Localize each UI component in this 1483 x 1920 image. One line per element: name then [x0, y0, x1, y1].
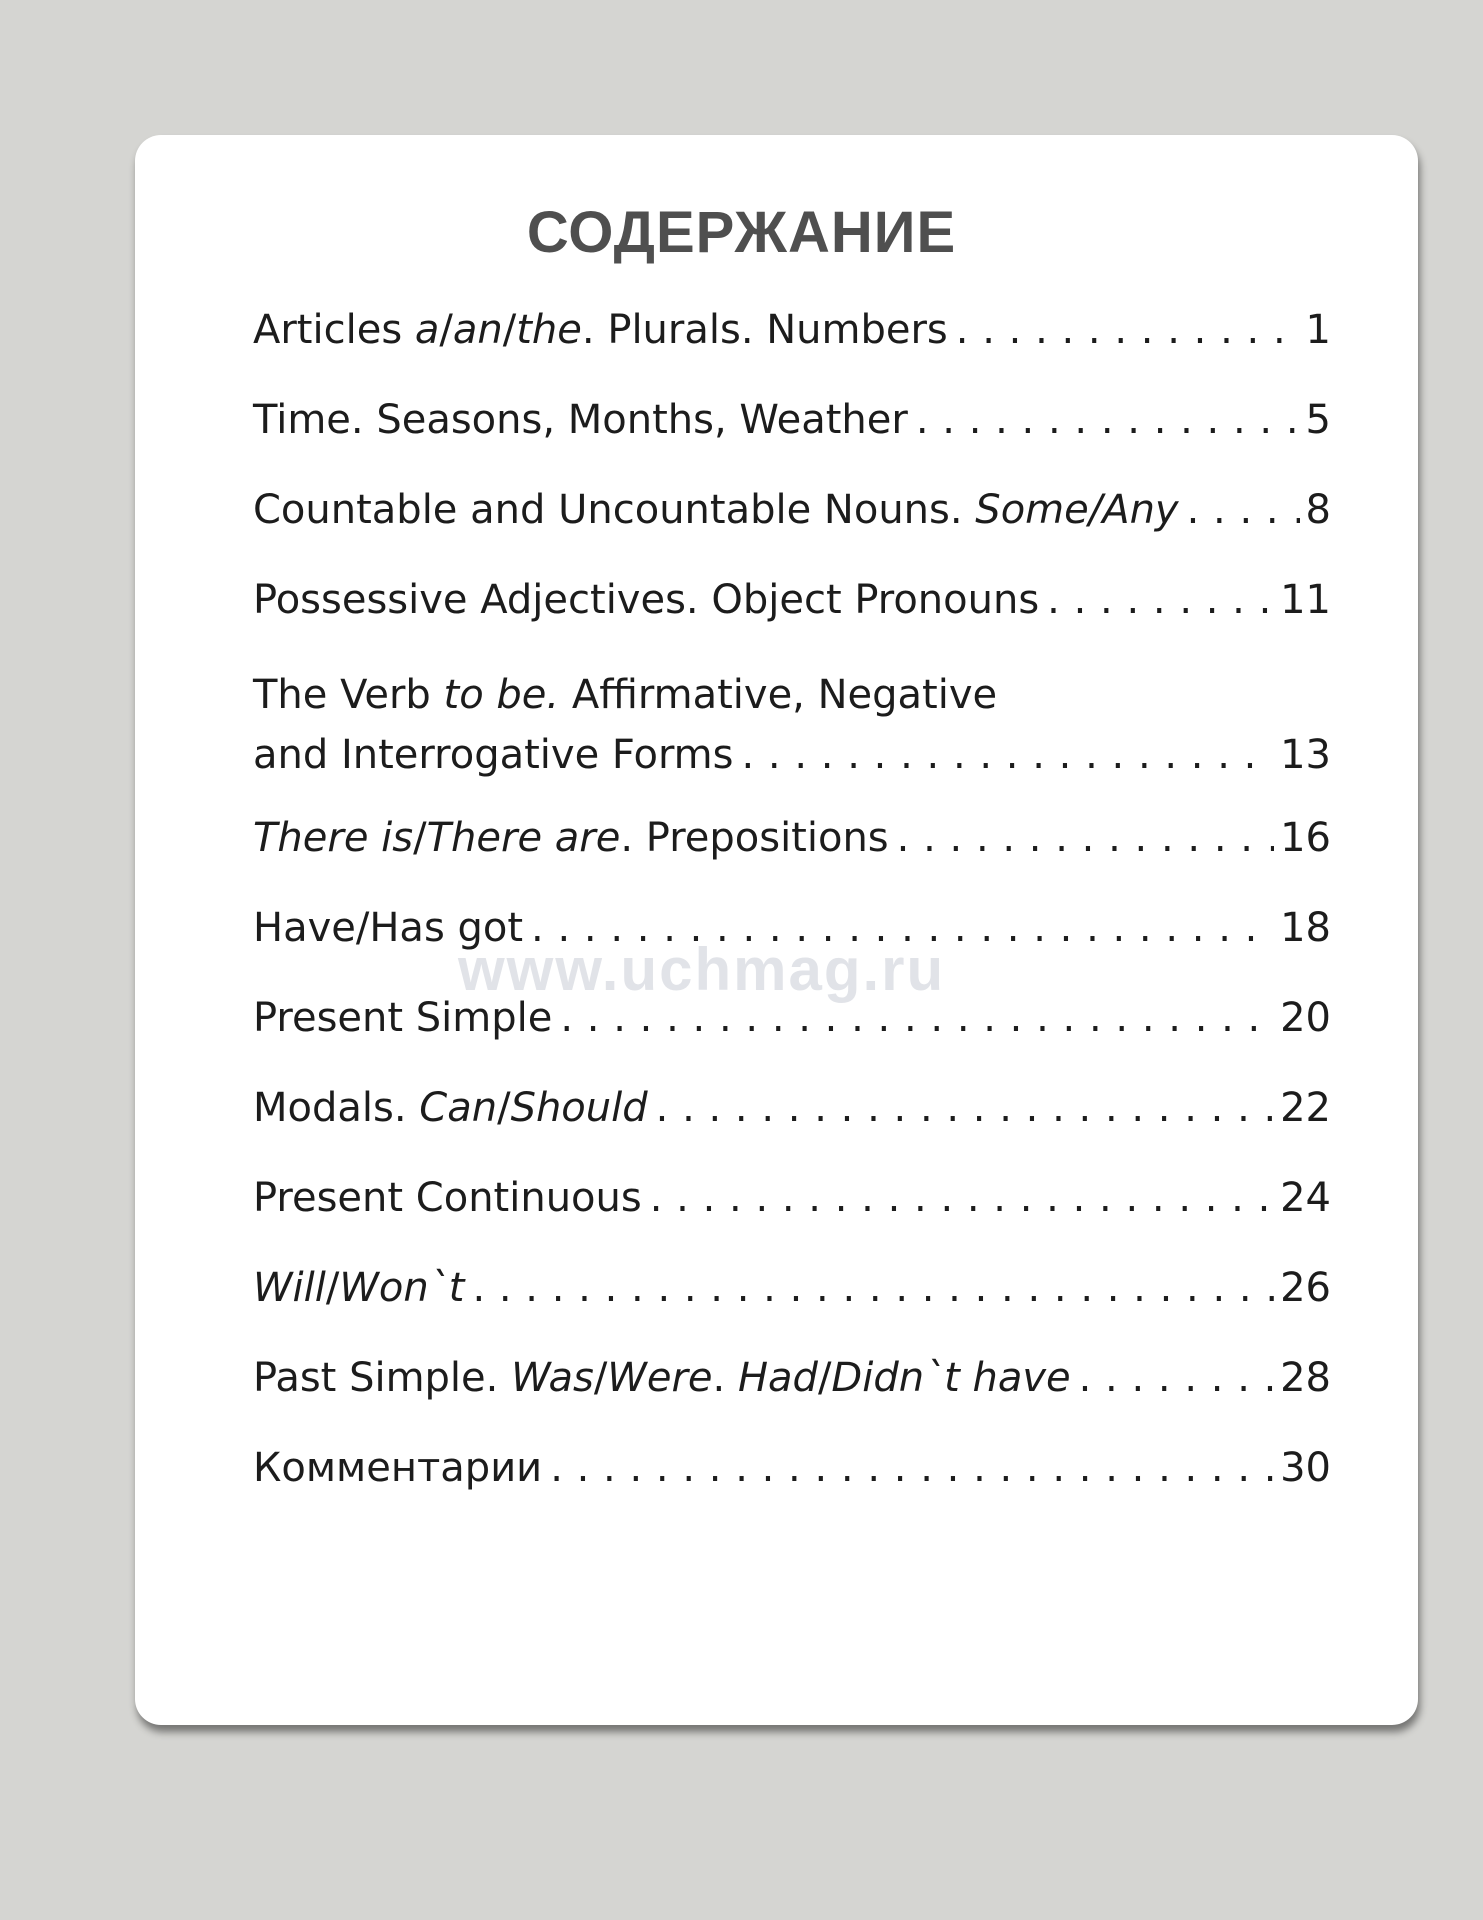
entry-text-part: / — [817, 1355, 832, 1401]
entry-text-part: Present Continuous — [253, 1175, 642, 1221]
watermark: www.uchmag.ru — [458, 936, 946, 1003]
dot-leader — [897, 808, 1274, 868]
toc-entry[interactable] — [253, 390, 1331, 450]
dot-leader — [956, 300, 1300, 360]
entry-text-part: Countable and Uncountable Nouns. — [253, 487, 976, 533]
toc-entry-label — [253, 1438, 542, 1498]
toc-page-number: 20 — [1280, 995, 1331, 1041]
entry-text-part: / — [413, 815, 427, 861]
dot-leader — [1079, 1348, 1274, 1408]
toc-entry-row — [253, 480, 1331, 540]
entry-text-part: Have/Has got — [253, 905, 524, 951]
entry-text-part: Had — [737, 1355, 818, 1401]
entry-text-part: / — [325, 1265, 340, 1311]
toc-entry-row — [253, 570, 1331, 630]
entry-text-part: Were — [607, 1355, 713, 1401]
toc-entry[interactable] — [253, 1078, 1331, 1138]
entry-text-part: the — [516, 307, 582, 353]
toc-entry-row — [253, 300, 1331, 360]
toc-page-number: 1 — [1305, 307, 1331, 353]
toc-entry-label — [253, 300, 948, 360]
toc-entry-label — [253, 898, 523, 958]
toc-entry-row — [253, 898, 1331, 958]
toc-entry-label — [253, 480, 1179, 540]
toc-entry[interactable] — [253, 808, 1331, 868]
toc-entry-label — [253, 570, 1039, 630]
dot-leader — [550, 1438, 1274, 1498]
entry-text-part: / — [439, 307, 453, 353]
toc-page-number: 24 — [1280, 1175, 1331, 1221]
toc-page-number: 11 — [1280, 577, 1331, 623]
toc-entry[interactable] — [253, 1348, 1331, 1408]
entry-text-part: Modals. — [253, 1085, 420, 1131]
toc-page-number: 16 — [1280, 815, 1331, 861]
entry-text-part: Can — [419, 1085, 498, 1131]
entry-text-part: Was — [511, 1355, 594, 1401]
dot-leader — [650, 1168, 1274, 1228]
entry-text-part: . — [712, 1355, 738, 1401]
toc-entry[interactable] — [253, 1168, 1331, 1228]
dot-leader — [1187, 480, 1300, 540]
entry-text-part: Will — [253, 1265, 326, 1311]
dot-leader — [916, 390, 1300, 450]
toc-entry-label — [253, 1078, 648, 1138]
entry-text-part: . Plurals. Numbers — [581, 307, 948, 353]
toc-entry-row — [253, 1348, 1331, 1408]
entry-text-part: There are — [426, 815, 621, 861]
dot-leader — [742, 725, 1275, 785]
dot-leader — [472, 1258, 1274, 1318]
entry-text-part: Didn`t have — [831, 1355, 1071, 1401]
toc-entry-row — [253, 1258, 1331, 1318]
dot-leader — [1047, 570, 1274, 630]
toc-entry[interactable] — [253, 1438, 1331, 1498]
entry-text-part: Past Simple. — [253, 1355, 512, 1401]
toc-page-number: 5 — [1305, 397, 1331, 443]
entry-text-part: Affirmative, Negative — [559, 672, 998, 718]
toc-page-number: 28 — [1280, 1355, 1331, 1401]
toc-entry-label — [253, 1258, 464, 1318]
toc-entry[interactable] — [253, 665, 1331, 785]
dot-leader — [656, 1078, 1274, 1138]
toc-page-number: 13 — [1280, 732, 1331, 778]
toc-entry-row — [253, 808, 1331, 868]
toc-entry-row — [253, 1078, 1331, 1138]
entry-text-part: Present Simple — [253, 995, 553, 1041]
toc-entry-row — [253, 1168, 1331, 1228]
toc-page-number: 22 — [1280, 1085, 1331, 1131]
dot-leader — [560, 988, 1274, 1048]
entry-text-part: / — [502, 307, 517, 353]
page-title: СОДЕРЖАНИЕ — [526, 200, 957, 265]
toc-page-number: 30 — [1280, 1445, 1331, 1491]
toc-entry-row — [253, 725, 1331, 785]
entry-text-part: Won`t — [339, 1265, 465, 1311]
entry-text-part: / — [497, 1085, 511, 1131]
entry-text-part: Комментарии — [253, 1445, 543, 1491]
toc-entry-row — [253, 988, 1331, 1048]
toc-entry-label — [253, 808, 889, 868]
toc-entry[interactable] — [253, 988, 1331, 1048]
entry-text-part: Time. Seasons, Months, Weather — [253, 397, 908, 443]
toc-entry[interactable] — [253, 480, 1331, 540]
toc-entry-row — [253, 390, 1331, 450]
toc-entry[interactable] — [253, 300, 1331, 360]
entry-text-part: an — [452, 307, 503, 353]
toc-entry[interactable] — [253, 1258, 1331, 1318]
toc-entry-label — [253, 1348, 1071, 1408]
entry-text-part: Some/Any — [975, 487, 1179, 533]
entry-text-part: to be. — [443, 672, 560, 718]
toc-entry-label — [253, 390, 908, 450]
toc-entry-label — [253, 1168, 642, 1228]
entry-text-part: Articles — [253, 307, 415, 353]
entry-text-part: . Prepositions — [620, 815, 889, 861]
entry-text-part: / — [593, 1355, 608, 1401]
entry-text-part: and Interrogative Forms — [253, 732, 734, 778]
entry-text-part: The Verb — [253, 672, 444, 718]
entry-text-part: Possessive Adjectives. Object Pronouns — [253, 577, 1040, 623]
entry-text-part: a — [414, 307, 440, 353]
entry-text-part: There is — [253, 815, 414, 861]
dot-leader — [531, 898, 1274, 958]
entry-text-part: Should — [510, 1085, 648, 1131]
toc-page-number: 18 — [1280, 905, 1331, 951]
toc-entry-label — [253, 988, 552, 1048]
toc-page-number: 8 — [1305, 487, 1331, 533]
toc-entry[interactable] — [253, 570, 1331, 630]
toc-entry-label — [253, 725, 734, 785]
toc-entry-first-line — [253, 665, 1331, 725]
toc-entry-row — [253, 1438, 1331, 1498]
toc-page-number: 26 — [1280, 1265, 1331, 1311]
toc-entry[interactable] — [253, 898, 1331, 958]
